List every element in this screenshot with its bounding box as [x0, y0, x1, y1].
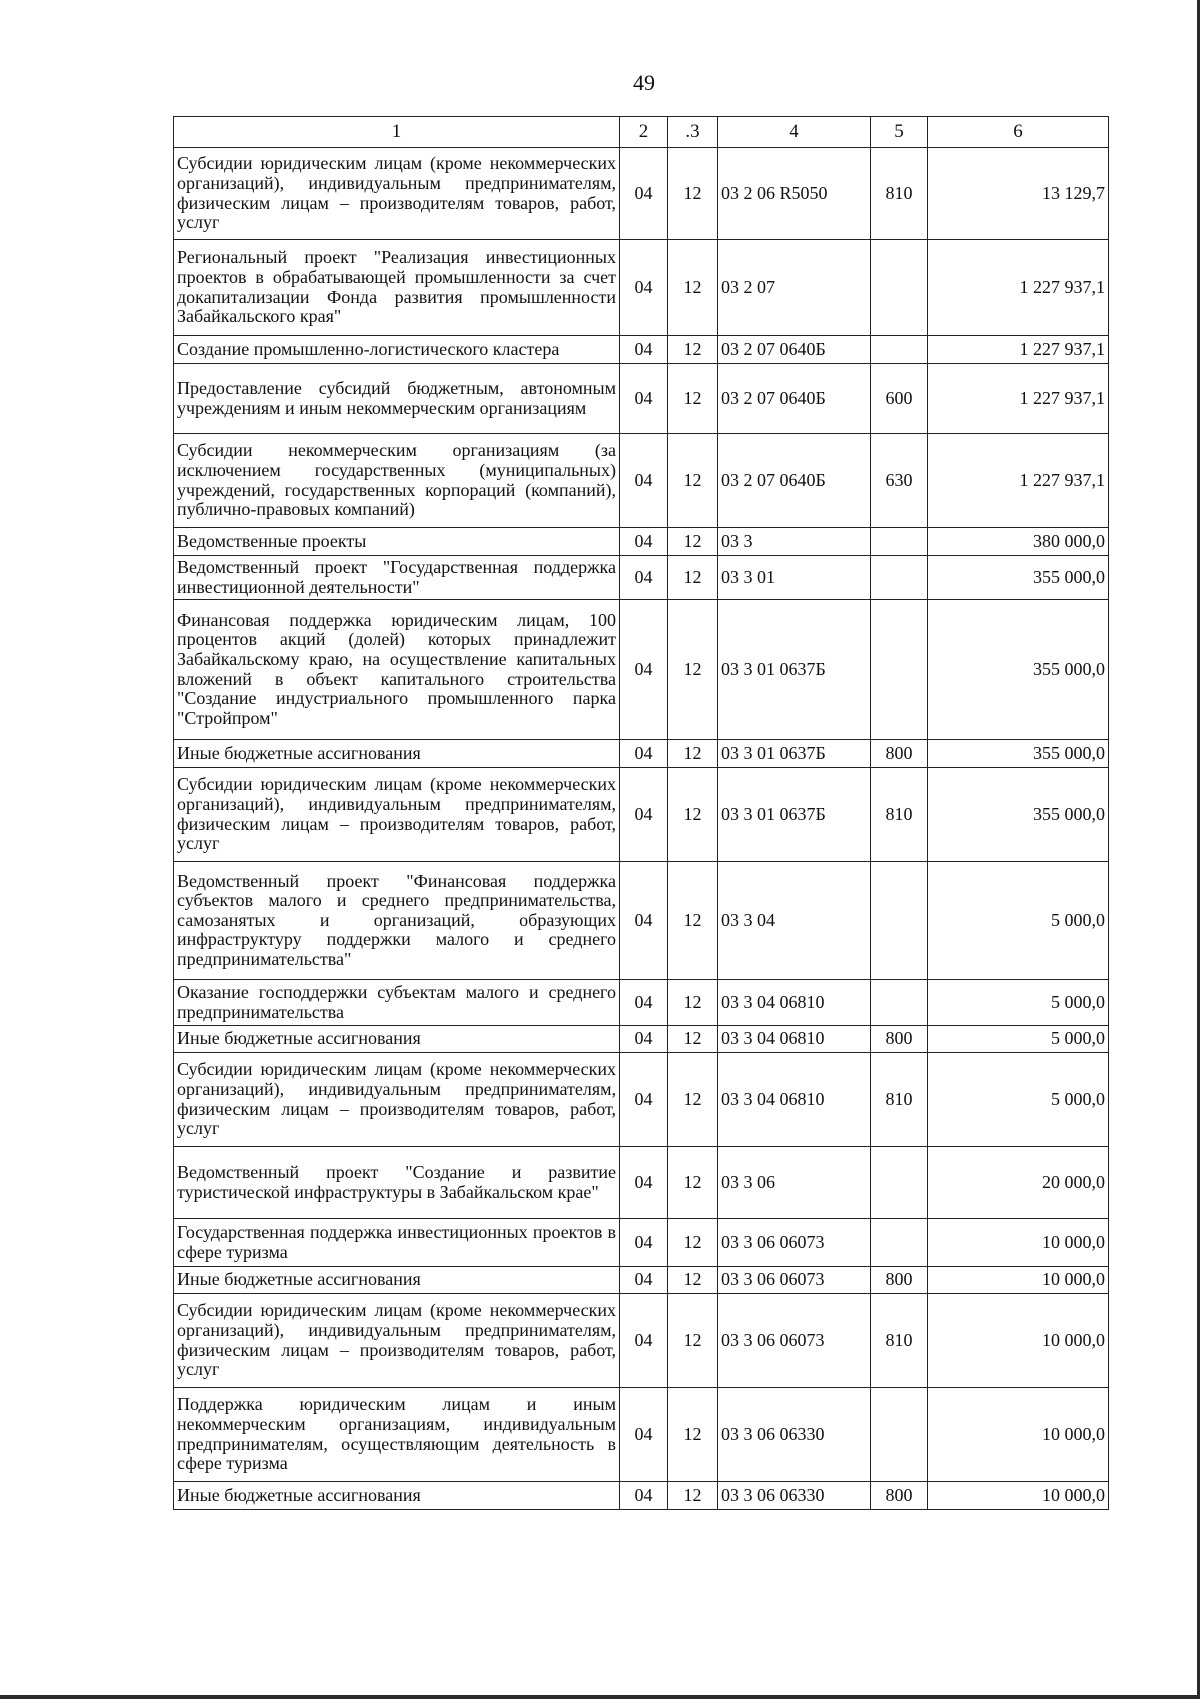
- header-expense-type: 5: [871, 117, 928, 148]
- row-target-article: 03 3 06 06073: [718, 1294, 871, 1388]
- row-section: 04: [620, 240, 668, 336]
- row-section: 04: [620, 1026, 668, 1053]
- row-name: Субсидии юридическим лицам (кроме некоммерческих организаций), индивидуальным предпринимателям, физическим лицам – производителям товаров, работ, услуг: [174, 1053, 620, 1147]
- row-section: 04: [620, 1388, 668, 1482]
- row-amount: 10 000,0: [928, 1294, 1109, 1388]
- row-amount: 1 227 937,1: [928, 434, 1109, 528]
- row-target-article: 03 2 07 0640Б: [718, 434, 871, 528]
- row-target-article: 03 3: [718, 528, 871, 556]
- row-name: Иные бюджетные ассигнования: [174, 740, 620, 768]
- row-expense-type: 800: [871, 1482, 928, 1510]
- row-section: 04: [620, 1267, 668, 1294]
- row-subsection: 12: [668, 240, 718, 336]
- table-row: [174, 1219, 1109, 1267]
- row-section: 04: [620, 1294, 668, 1388]
- row-subsection: 12: [668, 1482, 718, 1510]
- row-subsection: 12: [668, 1147, 718, 1219]
- row-name: Предоставление субсидий бюджетным, автономным учреждениям и иным некоммерческим организациям: [174, 364, 620, 434]
- row-amount: 20 000,0: [928, 1147, 1109, 1219]
- table-row: [174, 1053, 1109, 1147]
- row-subsection: 12: [668, 740, 718, 768]
- row-expense-type: [871, 240, 928, 336]
- table-row: [174, 434, 1109, 528]
- row-expense-type: [871, 528, 928, 556]
- row-name: Субсидии юридическим лицам (кроме некоммерческих организаций), индивидуальным предпринимателям, физическим лицам – производителям товаров, работ, услуг: [174, 768, 620, 862]
- row-expense-type: [871, 556, 928, 600]
- row-target-article: 03 2 07 0640Б: [718, 364, 871, 434]
- table-row: [174, 240, 1109, 336]
- row-amount: 5 000,0: [928, 1026, 1109, 1053]
- row-name: Поддержка юридическим лицам и иным некоммерческим организациям, индивидуальным предпринимателям, осуществляющим деятельность в сфере туризма: [174, 1388, 620, 1482]
- row-section: 04: [620, 556, 668, 600]
- table-row: [174, 364, 1109, 434]
- row-name: Финансовая поддержка юридическим лицам, 100 процентов акций (долей) которых принадлежит Забайкальскому краю, на осуществление капитальных вложений в объект капитального строительства "Создание индустриального промышленного парка "Стройпром": [174, 600, 620, 740]
- row-amount: 10 000,0: [928, 1482, 1109, 1510]
- row-expense-type: 630: [871, 434, 928, 528]
- row-expense-type: 600: [871, 364, 928, 434]
- row-subsection: 12: [668, 768, 718, 862]
- table-row: [174, 740, 1109, 768]
- table-row: [174, 336, 1109, 364]
- table-row: [174, 600, 1109, 740]
- row-target-article: 03 3 04: [718, 862, 871, 980]
- scan-page-edge-bottom: [0, 1695, 1200, 1699]
- row-amount: 1 227 937,1: [928, 240, 1109, 336]
- row-subsection: 12: [668, 600, 718, 740]
- table-row: [174, 1147, 1109, 1219]
- row-section: 04: [620, 336, 668, 364]
- row-expense-type: 810: [871, 1294, 928, 1388]
- row-target-article: 03 3 06: [718, 1147, 871, 1219]
- row-section: 04: [620, 740, 668, 768]
- page-number: 49: [633, 70, 655, 95]
- row-subsection: 12: [668, 556, 718, 600]
- row-name: Ведомственный проект "Создание и развитие туристической инфраструктуры в Забайкальском крае": [174, 1147, 620, 1219]
- row-subsection: 12: [668, 528, 718, 556]
- row-target-article: 03 2 07: [718, 240, 871, 336]
- row-target-article: 03 3 01 0637Б: [718, 768, 871, 862]
- row-name: Субсидии некоммерческим организациям (за исключением государственных (муниципальных) учреждений, государственных корпораций (компаний), публично-правовых компаний): [174, 434, 620, 528]
- row-target-article: 03 3 01 0637Б: [718, 600, 871, 740]
- row-subsection: 12: [668, 434, 718, 528]
- row-section: 04: [620, 364, 668, 434]
- table-header-row: [174, 117, 1109, 148]
- row-name: Государственная поддержка инвестиционных проектов в сфере туризма: [174, 1219, 620, 1267]
- row-subsection: 12: [668, 980, 718, 1026]
- row-subsection: 12: [668, 1294, 718, 1388]
- row-name: Ведомственные проекты: [174, 528, 620, 556]
- table-row: [174, 1388, 1109, 1482]
- row-amount: 380 000,0: [928, 528, 1109, 556]
- budget-table: [173, 116, 1109, 1510]
- row-target-article: 03 3 01: [718, 556, 871, 600]
- row-name: Иные бюджетные ассигнования: [174, 1482, 620, 1510]
- row-name: Иные бюджетные ассигнования: [174, 1267, 620, 1294]
- row-expense-type: 800: [871, 1267, 928, 1294]
- row-expense-type: [871, 336, 928, 364]
- row-target-article: 03 3 06 06330: [718, 1388, 871, 1482]
- row-section: 04: [620, 1482, 668, 1510]
- table-row: [174, 148, 1109, 240]
- row-amount: 355 000,0: [928, 740, 1109, 768]
- row-amount: 10 000,0: [928, 1388, 1109, 1482]
- row-name: Иные бюджетные ассигнования: [174, 1026, 620, 1053]
- row-target-article: 03 3 06 06073: [718, 1219, 871, 1267]
- row-name: Ведомственный проект "Финансовая поддержка субъектов малого и среднего предпринимательства, самозанятых и организаций, образующих инфраструктуру поддержки малого и среднего предпринимательства": [174, 862, 620, 980]
- row-section: 04: [620, 862, 668, 980]
- row-name: Субсидии юридическим лицам (кроме некоммерческих организаций), индивидуальным предпринимателям, физическим лицам – производителям товаров, работ, услуг: [174, 148, 620, 240]
- row-subsection: 12: [668, 1219, 718, 1267]
- row-subsection: 12: [668, 1267, 718, 1294]
- row-amount: 5 000,0: [928, 980, 1109, 1026]
- table-row: [174, 556, 1109, 600]
- row-target-article: 03 3 04 06810: [718, 980, 871, 1026]
- row-expense-type: [871, 862, 928, 980]
- row-subsection: 12: [668, 148, 718, 240]
- row-amount: 13 129,7: [928, 148, 1109, 240]
- row-amount: 10 000,0: [928, 1219, 1109, 1267]
- row-section: 04: [620, 148, 668, 240]
- header-section: 2: [620, 117, 668, 148]
- header-subsection: .3: [668, 117, 718, 148]
- row-section: 04: [620, 768, 668, 862]
- row-expense-type: [871, 980, 928, 1026]
- row-subsection: 12: [668, 1388, 718, 1482]
- row-subsection: 12: [668, 336, 718, 364]
- row-amount: 5 000,0: [928, 862, 1109, 980]
- row-amount: 1 227 937,1: [928, 336, 1109, 364]
- row-section: 04: [620, 1219, 668, 1267]
- row-expense-type: 810: [871, 148, 928, 240]
- row-expense-type: [871, 1147, 928, 1219]
- row-target-article: 03 2 06 R5050: [718, 148, 871, 240]
- row-subsection: 12: [668, 1026, 718, 1053]
- table-row: [174, 980, 1109, 1026]
- row-target-article: 03 3 04 06810: [718, 1053, 871, 1147]
- table-row: [174, 528, 1109, 556]
- row-section: 04: [620, 600, 668, 740]
- row-section: 04: [620, 528, 668, 556]
- row-expense-type: 800: [871, 1026, 928, 1053]
- row-name: Региональный проект "Реализация инвестиционных проектов в обрабатывающей промышленности за счет докапитализации Фонда развития промышленности Забайкальского края": [174, 240, 620, 336]
- table-row: [174, 1294, 1109, 1388]
- table-row: [174, 1482, 1109, 1510]
- table-body: [174, 148, 1109, 1510]
- row-expense-type: [871, 1219, 928, 1267]
- row-name: Оказание господдержки субъектам малого и среднего предпринимательства: [174, 980, 620, 1026]
- row-subsection: 12: [668, 862, 718, 980]
- header-amount: 6: [928, 117, 1109, 148]
- row-expense-type: 800: [871, 740, 928, 768]
- header-name: 1: [174, 117, 620, 148]
- row-subsection: 12: [668, 1053, 718, 1147]
- table-row: [174, 768, 1109, 862]
- row-subsection: 12: [668, 364, 718, 434]
- row-amount: 10 000,0: [928, 1267, 1109, 1294]
- row-section: 04: [620, 434, 668, 528]
- row-target-article: 03 3 01 0637Б: [718, 740, 871, 768]
- row-expense-type: [871, 1388, 928, 1482]
- row-name: Создание промышленно-логистического кластера: [174, 336, 620, 364]
- row-section: 04: [620, 1147, 668, 1219]
- row-name: Субсидии юридическим лицам (кроме некоммерческих организаций), индивидуальным предпринимателям, физическим лицам – производителям товаров, работ, услуг: [174, 1294, 620, 1388]
- row-target-article: 03 2 07 0640Б: [718, 336, 871, 364]
- row-amount: 1 227 937,1: [928, 364, 1109, 434]
- row-name: Ведомственный проект "Государственная поддержка инвестиционной деятельности": [174, 556, 620, 600]
- row-expense-type: 810: [871, 1053, 928, 1147]
- row-section: 04: [620, 1053, 668, 1147]
- row-target-article: 03 3 04 06810: [718, 1026, 871, 1053]
- row-target-article: 03 3 06 06073: [718, 1267, 871, 1294]
- table-row: [174, 1267, 1109, 1294]
- table-row: [174, 1026, 1109, 1053]
- header-target-article: 4: [718, 117, 871, 148]
- row-amount: 355 000,0: [928, 556, 1109, 600]
- row-amount: 355 000,0: [928, 600, 1109, 740]
- row-section: 04: [620, 980, 668, 1026]
- table-row: [174, 862, 1109, 980]
- row-target-article: 03 3 06 06330: [718, 1482, 871, 1510]
- row-amount: 355 000,0: [928, 768, 1109, 862]
- row-amount: 5 000,0: [928, 1053, 1109, 1147]
- row-expense-type: [871, 600, 928, 740]
- row-expense-type: 810: [871, 768, 928, 862]
